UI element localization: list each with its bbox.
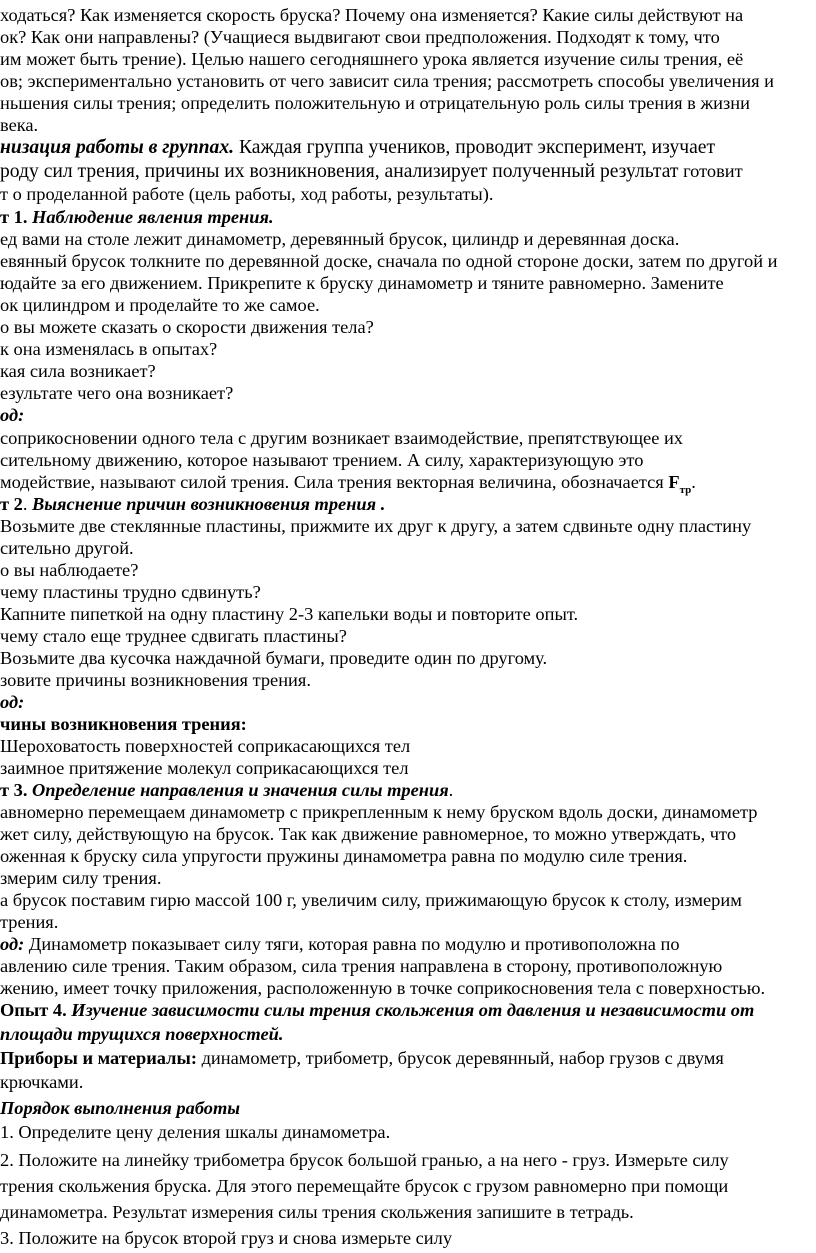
experiment-1-line: евянный брусок толкните по деревянной доске, сначала по одной стороне доски, затем по другой и — [0, 251, 778, 271]
experiment-3-line: трения. — [0, 912, 59, 932]
group-work-line — [0, 137, 715, 159]
experiment-2-separator: . — [22, 494, 33, 514]
experiment-2-line: Возьмите два кусочка наждачной бумаги, проведите один по другому. — [0, 648, 548, 668]
conclusion-1-label: од: — [0, 405, 25, 425]
experiment-3-line: жет силу, действующую на брусок. Так как движение равномерное, то можно утверждать, что — [0, 824, 737, 844]
tools-label: Приборы и материалы: — [0, 1048, 197, 1068]
experiment-3-line: оженная к бруску сила упругости пружины динамометра равна по модулю силе трения. — [0, 846, 688, 866]
experiment-3-line: авномерно перемещаем динамометр с прикрепленным к нему бруском вдоль доски, динамометр — [0, 802, 758, 822]
conclusion-3-label: од: — [0, 934, 25, 954]
experiment-2-line: чему пластины трудно сдвинуть? — [0, 582, 261, 602]
experiment-2-title: Выяснение причин возникновения трения . — [32, 494, 386, 514]
tools-line: крючками. — [0, 1072, 84, 1092]
friction-cause-item: Шероховатость поверхностей соприкасающихся тел — [0, 736, 411, 756]
procedure-step: динамометра. Результат измерения силы трения скольжения запишите в тетрадь. — [0, 1202, 634, 1222]
conclusion-1-end: . — [691, 472, 696, 492]
friction-force-subscript: тр — [679, 484, 692, 496]
experiment-3-label: т 3. — [0, 780, 33, 800]
group-work-line — [0, 160, 743, 183]
conclusion-3-text: Динамометр показывает силу тяги, которая равна по модулю и противоположна по — [24, 934, 680, 954]
experiment-2-line: сительно другой. — [0, 538, 134, 558]
group-work-label: низация работы в группах. — [0, 137, 235, 158]
conclusion-3-line: авлению силе трения. Таким образом, сила трения направлена в сторону, противоположную — [0, 956, 723, 976]
group-work-text: Каждая группа учеников, проводит эксперимент, изучает — [234, 137, 716, 158]
conclusion-3-line: жению, имеет точку приложения, расположенную в точке соприкосновения тела с поверхностью. — [0, 978, 766, 998]
experiment-3-title: Определение направления и значения силы трения — [32, 780, 449, 800]
procedure-step: 2. Положите на линейку трибометра брусок большой гранью, а на него - груз. Измерьте силу — [0, 1150, 729, 1170]
group-work-text: готовит — [678, 161, 743, 181]
question-line: о вы можете сказать о скорости движения тела? — [0, 317, 374, 337]
group-work-line: т о проделанной работе (цель работы, ход работы, результаты). — [0, 184, 494, 204]
experiment-1-line: юдайте за его движением. Прикрепите к бруску динамометр и тяните равномерно. Замените — [0, 273, 724, 293]
intro-line: ов; экспериментально установить от чего зависит сила трения; рассмотреть способы увеличения и — [0, 71, 775, 91]
procedure-step: трения скольжения бруска. Для этого перемещайте брусок с грузом равномерно при помощи — [0, 1176, 729, 1196]
experiment-2-label: т 2 — [0, 494, 23, 514]
intro-line: ходаться? Как изменяется скорость бруска? Почему она изменяется? Какие силы действуют на — [0, 5, 744, 25]
experiment-2-line: чему стало еще труднее сдвигать пластины? — [0, 626, 347, 646]
friction-cause-item: заимное притяжение молекул соприкасающихся тел — [0, 758, 409, 778]
friction-causes-title: чины возникновения трения: — [0, 714, 247, 734]
question-line: к она изменялась в опытах? — [0, 339, 218, 359]
experiment-4-title: Изучение зависимости силы трения скольжения от давления и независимости от — [71, 1000, 755, 1020]
tools-text: динамометр, трибометр, брусок деревянный, набор грузов с двумя — [196, 1048, 724, 1068]
experiment-1-title: Наблюдение явления трения. — [32, 207, 274, 227]
experiment-3-line: а брусок поставим гирю массой 100 г, увеличим силу, прижимающую брусок к столу, измерим — [0, 890, 742, 910]
tools-line — [0, 1047, 724, 1069]
intro-line: ньшения силы трения; определить положительную и отрицательную роль силы трения в жизни — [0, 93, 750, 113]
experiment-4-title-cont: площади трущихся поверхностей. — [0, 1024, 284, 1044]
conclusion-1-line: соприкосновении одного тела с другим возникает взаимодействие, препятствующее их — [0, 428, 684, 448]
question-line: езультате чего она возникает? — [0, 383, 234, 403]
experiment-3-heading — [0, 779, 453, 801]
procedure-step: 1. Определите цену деления шкалы динамометра. — [0, 1122, 391, 1142]
conclusion-1-line: сительному движению, которое называют трением. А силу, характеризующую это — [0, 450, 644, 470]
experiment-2-line: Капните пипеткой на одну пластину 2-3 капельки воды и повторите опыт. — [0, 604, 579, 624]
experiment-4-label: Опыт 4. — [0, 1000, 72, 1020]
conclusion-3-line — [0, 933, 680, 955]
experiment-1-label: т 1. — [0, 207, 33, 227]
experiment-2-heading — [0, 493, 385, 515]
procedure-step: 3. Положите на брусок второй груз и снова измерьте силу — [0, 1228, 453, 1248]
experiment-2-line: Возьмите две стеклянные пластины, прижмите их друг к другу, а затем сдвиньте одну пластину — [0, 516, 752, 536]
friction-force-symbol: F — [668, 472, 680, 492]
intro-line: ок? Как они направлены? (Учащиеся выдвигают свои предположения. Подходят к тому, что — [0, 27, 720, 47]
experiment-2-line: о вы наблюдаете? — [0, 560, 139, 580]
conclusion-1-text: модействие, называют силой трения. Сила трения векторная величина, обозначается — [0, 472, 669, 492]
experiment-1-line: ед вами на столе лежит динамометр, деревянный брусок, цилиндр и деревянная доска. — [0, 229, 680, 249]
conclusion-2-label: од: — [0, 692, 25, 712]
group-work-text: роду сил трения, причины их возникновения, анализирует полученный результат — [0, 161, 679, 182]
experiment-3-line: змерим силу трения. — [0, 868, 162, 888]
intro-line: века. — [0, 115, 39, 135]
experiment-3-title-end: . — [448, 780, 454, 800]
experiment-1-heading — [0, 206, 274, 228]
experiment-2-line: зовите причины возникновения трения. — [0, 670, 311, 690]
experiment-4-heading — [0, 999, 754, 1021]
procedure-title: Порядок выполнения работы — [0, 1098, 241, 1118]
experiment-1-line: ок цилиндром и проделайте то же самое. — [0, 295, 320, 315]
question-line: кая сила возникает? — [0, 361, 156, 381]
intro-line: им может быть трение). Целью нашего сегодняшнего урока является изучение силы трения, её — [0, 49, 744, 69]
